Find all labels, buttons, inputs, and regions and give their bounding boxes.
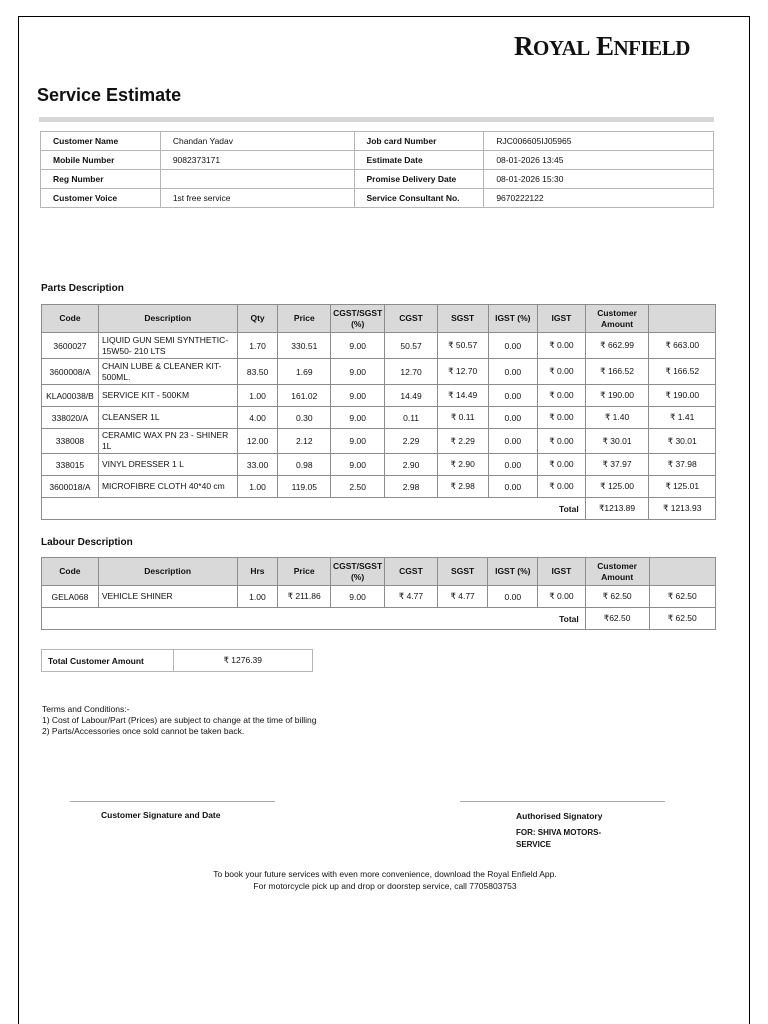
- table-row: [42, 385, 716, 407]
- cell-amt: ₹ 190.00: [649, 385, 716, 407]
- cell-sgst: ₹ 12.70: [437, 359, 488, 385]
- cell-igst: ₹ 0.00: [538, 429, 586, 454]
- total-amount: ₹ 62.50: [649, 608, 716, 630]
- column-header: Code: [42, 305, 99, 333]
- total-label: Total: [42, 498, 586, 520]
- cell-cust-amt: ₹ 62.50: [585, 586, 649, 608]
- terms-heading: Terms and Conditions:-: [42, 704, 130, 714]
- cell-igst: ₹ 0.00: [538, 333, 586, 359]
- cell-igst: ₹ 0.00: [538, 407, 586, 429]
- cell-cgst: 12.70: [385, 359, 438, 385]
- info-label: Job card Number: [354, 132, 484, 151]
- info-label: Reg Number: [41, 170, 161, 189]
- cell-amt: ₹ 663.00: [649, 333, 716, 359]
- info-label: Service Consultant No.: [354, 189, 484, 208]
- cell-amt: ₹ 1.41: [649, 407, 716, 429]
- cell-igst-pct: 0.00: [488, 586, 538, 608]
- column-header: CGST/SGST (%): [331, 558, 385, 586]
- cell-desc: CLEANSER 1L: [98, 407, 237, 429]
- table-row: [42, 359, 716, 385]
- cell-cgst: 0.11: [385, 407, 438, 429]
- cell-igst: ₹ 0.00: [538, 385, 586, 407]
- cell-code: 338015: [42, 454, 99, 476]
- cell-qty: 12.00: [237, 429, 278, 454]
- cell-amt: ₹ 125.01: [649, 476, 716, 498]
- cell-code: 3600018/A: [42, 476, 99, 498]
- cell-cust-amt: ₹ 166.52: [585, 359, 649, 385]
- cell-cust-amt: ₹ 30.01: [585, 429, 649, 454]
- column-header: Hrs: [237, 558, 278, 586]
- cell-code: 3600027: [42, 333, 99, 359]
- cell-amt: ₹ 37.98: [649, 454, 716, 476]
- info-label: Customer Voice: [41, 189, 161, 208]
- terms-line: 1) Cost of Labour/Part (Prices) are subject to change at the time of billing: [42, 715, 317, 725]
- column-header: Description: [98, 558, 237, 586]
- column-header: CGST: [385, 558, 438, 586]
- cell-rate: 9.00: [331, 333, 385, 359]
- cell-sgst: ₹ 0.11: [437, 407, 488, 429]
- info-value: RJC006605IJ05965: [484, 132, 714, 151]
- column-header: [649, 305, 716, 333]
- column-header: Price: [278, 558, 331, 586]
- cell-igst: ₹ 0.00: [538, 586, 586, 608]
- cell-code: GELA068: [42, 586, 99, 608]
- cell-desc: SERVICE KIT - 500KM: [98, 385, 237, 407]
- royal-enfield-logo: ROYAL ENFIELD: [514, 31, 690, 61]
- cell-rate: 9.00: [331, 586, 385, 608]
- cell-igst-pct: 0.00: [488, 429, 538, 454]
- table-row: [42, 586, 716, 608]
- labour-table: [41, 557, 716, 630]
- customer-signature-label: Customer Signature and Date: [101, 810, 221, 820]
- table-row: [42, 454, 716, 476]
- footer-pickup-note: For motorcycle pick up and drop or doorstep service, call 7705803753: [253, 881, 517, 891]
- cell-sgst: ₹ 4.77: [437, 586, 488, 608]
- cell-desc: VEHICLE SHINER: [98, 586, 237, 608]
- cell-cgst: 2.90: [385, 454, 438, 476]
- info-value: 9670222122: [484, 189, 714, 208]
- parts-section-title: Parts Description: [41, 283, 124, 294]
- column-header: Qty: [237, 305, 278, 333]
- estimate-page: [18, 16, 750, 1024]
- total-label: Total: [42, 608, 586, 630]
- cell-amt: ₹ 166.52: [649, 359, 716, 385]
- cell-desc: CERAMIC WAX PN 23 - SHINER 1L: [98, 429, 237, 454]
- column-header: SGST: [437, 558, 488, 586]
- cell-igst-pct: 0.00: [488, 454, 538, 476]
- info-value: Chandan Yadav: [160, 132, 354, 151]
- cell-qty: 33.00: [237, 454, 278, 476]
- cell-desc: LIQUID GUN SEMI SYNTHETIC-15W50- 210 LTS: [98, 333, 237, 359]
- parts-table: [41, 304, 716, 520]
- table-row: [42, 476, 716, 498]
- cell-igst-pct: 0.00: [488, 476, 538, 498]
- cell-igst-pct: 0.00: [488, 407, 538, 429]
- cell-price: 161.02: [278, 385, 331, 407]
- cell-desc: MICROFIBRE CLOTH 40*40 cm: [98, 476, 237, 498]
- cell-price: ₹ 211.86: [278, 586, 331, 608]
- title-divider: [39, 117, 714, 122]
- column-header: SGST: [437, 305, 488, 333]
- total-customer-amount: ₹1213.89: [585, 498, 649, 520]
- customer-info-table: [40, 131, 714, 208]
- cell-amt: ₹ 62.50: [649, 586, 716, 608]
- cell-desc: CHAIN LUBE & CLEANER KIT-500ML.: [98, 359, 237, 385]
- total-customer-amount: ₹62.50: [585, 608, 649, 630]
- info-label: Customer Name: [41, 132, 161, 151]
- info-row: [41, 151, 714, 170]
- dealer-name: FOR: SHIVA MOTORS- SERVICE: [516, 828, 602, 849]
- total-amount: ₹ 1213.93: [649, 498, 716, 520]
- column-header: CGST: [385, 305, 438, 333]
- info-label: Estimate Date: [354, 151, 484, 170]
- cell-qty: 1.70: [237, 333, 278, 359]
- cell-igst: ₹ 0.00: [538, 359, 586, 385]
- column-header: IGST (%): [488, 558, 538, 586]
- cell-qty: 83.50: [237, 359, 278, 385]
- terms-and-conditions: [42, 704, 317, 737]
- cell-code: 338020/A: [42, 407, 99, 429]
- cell-code: 338008: [42, 429, 99, 454]
- cell-price: 2.12: [278, 429, 331, 454]
- customer-signature-line: [70, 801, 275, 802]
- column-header: CGST/SGST (%): [331, 305, 385, 333]
- cell-sgst: ₹ 2.98: [437, 476, 488, 498]
- cell-cust-amt: ₹ 190.00: [585, 385, 649, 407]
- info-label: Promise Delivery Date: [354, 170, 484, 189]
- cell-sgst: ₹ 2.90: [437, 454, 488, 476]
- info-row: [41, 170, 714, 189]
- cell-qty: 1.00: [237, 586, 278, 608]
- cell-rate: 9.00: [331, 429, 385, 454]
- info-value: 08-01-2026 15:30: [484, 170, 714, 189]
- cell-rate: 9.00: [331, 407, 385, 429]
- column-header: IGST (%): [488, 305, 538, 333]
- column-header: IGST: [538, 305, 586, 333]
- cell-sgst: ₹ 50.57: [437, 333, 488, 359]
- cell-code: 3600008/A: [42, 359, 99, 385]
- cell-rate: 9.00: [331, 359, 385, 385]
- total-customer-amount-value: ₹ 1276.39: [173, 650, 312, 672]
- info-value: 08-01-2026 13:45: [484, 151, 714, 170]
- cell-price: 0.98: [278, 454, 331, 476]
- cell-amt: ₹ 30.01: [649, 429, 716, 454]
- cell-price: 330.51: [278, 333, 331, 359]
- info-row: [41, 132, 714, 151]
- table-row: [42, 407, 716, 429]
- column-header: Price: [278, 305, 331, 333]
- cell-igst: ₹ 0.00: [538, 454, 586, 476]
- info-label: Mobile Number: [41, 151, 161, 170]
- cell-cgst: 14.49: [385, 385, 438, 407]
- cell-qty: 1.00: [237, 476, 278, 498]
- cell-cust-amt: ₹ 662.99: [585, 333, 649, 359]
- cell-rate: 2.50: [331, 476, 385, 498]
- cell-code: KLA00038/B: [42, 385, 99, 407]
- authorised-signatory-label: Authorised Signatory: [516, 811, 603, 821]
- column-header: [649, 558, 716, 586]
- cell-sgst: ₹ 14.49: [437, 385, 488, 407]
- cell-igst: ₹ 0.00: [538, 476, 586, 498]
- column-header: IGST: [538, 558, 586, 586]
- terms-line: 2) Parts/Accessories once sold cannot be taken back.: [42, 726, 245, 736]
- cell-igst-pct: 0.00: [488, 385, 538, 407]
- cell-cgst: ₹ 4.77: [385, 586, 438, 608]
- column-header: Code: [42, 558, 99, 586]
- cell-cgst: 2.29: [385, 429, 438, 454]
- total-customer-amount-table: [41, 649, 313, 672]
- info-row: [41, 189, 714, 208]
- cell-igst-pct: 0.00: [488, 333, 538, 359]
- cell-cust-amt: ₹ 37.97: [585, 454, 649, 476]
- labour-section-title: Labour Description: [41, 537, 133, 548]
- column-header: Description: [98, 305, 237, 333]
- cell-rate: 9.00: [331, 454, 385, 476]
- total-row: [42, 498, 716, 520]
- footer-app-note: To book your future services with even more convenience, download the Royal Enfield App.: [213, 869, 557, 879]
- cell-cgst: 2.98: [385, 476, 438, 498]
- info-value: 9082373171: [160, 151, 354, 170]
- cell-desc: VINYL DRESSER 1 L: [98, 454, 237, 476]
- cell-cgst: 50.57: [385, 333, 438, 359]
- column-header: Customer Amount: [585, 305, 649, 333]
- cell-price: 0.30: [278, 407, 331, 429]
- total-customer-amount-label: Total Customer Amount: [42, 650, 174, 672]
- cell-cust-amt: ₹ 125.00: [585, 476, 649, 498]
- cell-qty: 4.00: [237, 407, 278, 429]
- info-value: [160, 170, 354, 189]
- document-title: Service Estimate: [37, 85, 182, 105]
- cell-sgst: ₹ 2.29: [437, 429, 488, 454]
- table-row: [42, 429, 716, 454]
- table-row: [42, 333, 716, 359]
- column-header: Customer Amount: [585, 558, 649, 586]
- authorised-signature-line: [460, 801, 665, 802]
- cell-rate: 9.00: [331, 385, 385, 407]
- total-row: [42, 608, 716, 630]
- info-value: 1st free service: [160, 189, 354, 208]
- cell-cust-amt: ₹ 1.40: [585, 407, 649, 429]
- cell-price: 119.05: [278, 476, 331, 498]
- cell-igst-pct: 0.00: [488, 359, 538, 385]
- cell-price: 1.69: [278, 359, 331, 385]
- cell-qty: 1.00: [237, 385, 278, 407]
